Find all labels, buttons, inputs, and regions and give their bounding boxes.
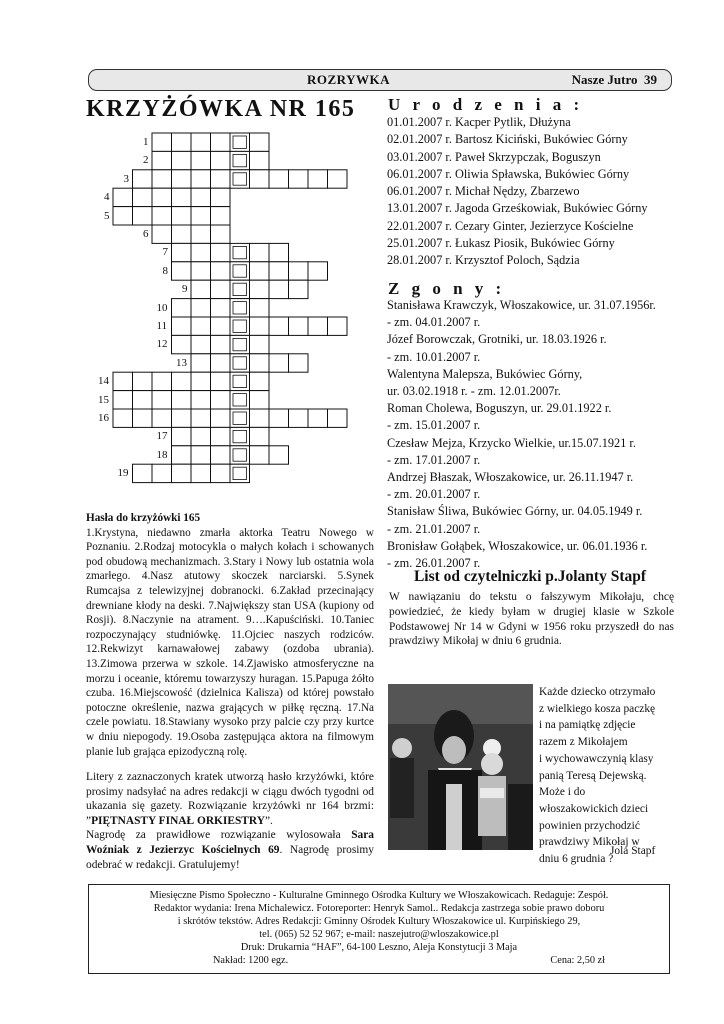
crossword-cell bbox=[152, 409, 172, 427]
crossword-cell bbox=[328, 409, 348, 427]
letter-line: Może i do bbox=[539, 786, 586, 799]
imprint-last-line bbox=[89, 954, 669, 967]
birth-entry: 02.01.2007 r. Bartosz Kiciński, Bukówiec Górny bbox=[387, 132, 628, 147]
crossword-cell bbox=[250, 299, 270, 317]
crossword-row-number: 5 bbox=[104, 209, 110, 222]
letter-line: włoszakowickich dzieci bbox=[539, 802, 649, 815]
crossword-row-number: 14 bbox=[98, 375, 109, 388]
crossword-cell bbox=[211, 262, 231, 280]
crossword-cell bbox=[113, 372, 133, 390]
crossword-cell bbox=[191, 391, 211, 409]
crossword-cell bbox=[328, 317, 348, 335]
crossword-cell bbox=[211, 354, 231, 372]
crossword-cell bbox=[308, 262, 328, 280]
letter-line: dniu 6 grudnia ? bbox=[539, 853, 614, 866]
winner-outro: . Nagrodę prosimy odebrać w redakcji. Gratulujemy! bbox=[86, 843, 374, 871]
winner-intro: Nagrodę za prawidłowe rozwiązanie wylosowała bbox=[86, 829, 352, 842]
crossword-cell bbox=[152, 207, 172, 225]
imprint-line: tel. (065) 52 52 967; e-mail: naszejutro@wloszakowice.pl bbox=[259, 929, 499, 941]
crossword-cell bbox=[289, 170, 309, 188]
crossword-title: KRZYŻÓWKA NR 165 bbox=[86, 96, 356, 122]
death-entry: - zm. 10.01.2007 r. bbox=[387, 349, 481, 364]
crossword-cell bbox=[172, 446, 192, 464]
crossword-cell bbox=[211, 391, 231, 409]
instructions-end: ”. bbox=[264, 814, 273, 827]
letter-line: i wychowawczynią klasy bbox=[539, 752, 654, 765]
crossword-cell bbox=[172, 391, 192, 409]
crossword-cell bbox=[113, 188, 133, 206]
letter-title: List od czytelniczki p.Jolanty Stapf bbox=[413, 568, 647, 585]
birth-entry: 13.01.2007 r. Jagoda Grześkowiak, Bukówiec Górny bbox=[387, 201, 648, 216]
crossword-cell bbox=[133, 207, 153, 225]
births-heading: U r o d z e n i a : bbox=[388, 95, 584, 114]
crossword-cell bbox=[308, 170, 328, 188]
crossword-cell bbox=[211, 372, 231, 390]
crossword-cell bbox=[211, 427, 231, 445]
crossword-row-number: 17 bbox=[156, 430, 168, 443]
crossword-row-number: 7 bbox=[162, 246, 168, 259]
crossword-cell bbox=[152, 464, 172, 482]
solution-text: PIĘTNASTY FINAŁ ORKIESTRY bbox=[91, 814, 265, 827]
birth-entry: 28.01.2007 r. Krzysztof Poloch, Sądzia bbox=[387, 253, 580, 268]
births-list bbox=[387, 114, 687, 270]
instructions-text: Litery z zaznaczonych kratek utworzą hasło krzyżówki, które prosimy nadsyłać na adres redakcji w ciągu dwóch tygodni od ukazania się gazety. Rozwiązanie krzyżówki nr 164 brzmi: ” bbox=[86, 771, 374, 827]
crossword-cell bbox=[133, 409, 153, 427]
deaths-list bbox=[387, 297, 675, 572]
crossword-cell bbox=[133, 464, 153, 482]
death-entry: - zm. 15.01.2007 r. bbox=[387, 418, 481, 433]
crossword-cell bbox=[250, 409, 270, 427]
crossword-cell bbox=[211, 280, 231, 298]
imprint-line: Redaktor wydania: Irena Michalewicz. Fotoreporter: Henryk Samol.. Redakcja zastrzega sobie prawo doboru bbox=[153, 903, 605, 915]
crossword-cell bbox=[211, 446, 231, 464]
letter-line: panią Teresą Dejewską. bbox=[539, 769, 647, 782]
crossword-cell bbox=[269, 262, 289, 280]
death-entry: Stanisława Krawczyk, Włoszakowice, ur. 31.07.1956r. bbox=[387, 298, 656, 312]
crossword-row-number: 8 bbox=[162, 264, 168, 277]
crossword-cell bbox=[191, 299, 211, 317]
letter-line: Każde dziecko otrzymało bbox=[539, 686, 656, 698]
crossword-cell bbox=[211, 409, 231, 427]
crossword-cell bbox=[191, 243, 211, 261]
crossword-cell bbox=[191, 427, 211, 445]
crossword-row-number: 6 bbox=[143, 228, 149, 240]
crossword-cell bbox=[211, 151, 231, 169]
crossword-cell bbox=[133, 391, 153, 409]
death-entry: Józef Borowczak, Grotniki, ur. 18.03.1926 r. bbox=[387, 332, 607, 347]
crossword-cell bbox=[308, 317, 328, 335]
crossword-row-number: 18 bbox=[156, 448, 168, 461]
crossword-cell bbox=[250, 151, 270, 169]
imprint-box bbox=[88, 884, 670, 974]
crossword-cell bbox=[191, 317, 211, 335]
death-entry: - zm. 21.01.2007 r. bbox=[387, 521, 481, 536]
death-entry: Bronisław Gołąbek, Włoszakowice, ur. 06.01.1936 r. bbox=[387, 538, 648, 553]
crossword-cell bbox=[211, 133, 231, 151]
birth-entry: 06.01.2007 r. Michał Nędzy, Zbarzewo bbox=[387, 184, 580, 199]
page-header bbox=[88, 69, 672, 91]
death-entry: Roman Cholewa, Boguszyn, ur. 29.01.1922 r. bbox=[387, 401, 612, 416]
crossword-cell bbox=[172, 409, 192, 427]
crossword-cell bbox=[211, 243, 231, 261]
crossword-cell bbox=[152, 151, 172, 169]
crossword-cell bbox=[269, 409, 289, 427]
letter-line: z wielkiego kosza paczkę bbox=[539, 702, 656, 715]
letter-line: razem z Mikołajem bbox=[539, 736, 628, 749]
crossword-cell bbox=[289, 354, 309, 372]
crossword-cell bbox=[113, 391, 133, 409]
crossword-cell bbox=[250, 391, 270, 409]
crossword-cell bbox=[250, 133, 270, 151]
crossword-cell bbox=[133, 188, 153, 206]
crossword-cell bbox=[191, 446, 211, 464]
letter-line: powinien przychodzić bbox=[539, 819, 640, 832]
santa-photo-image bbox=[388, 684, 533, 850]
price: Cena: 2,50 zł bbox=[550, 955, 605, 967]
crossword-cell bbox=[152, 188, 172, 206]
death-entry: ur. 03.02.1918 r. - zm. 12.01.2007r. bbox=[387, 384, 561, 399]
crossword-info bbox=[86, 770, 374, 872]
crossword-row-number: 4 bbox=[104, 191, 110, 204]
death-entry: Andrzej Błaszak, Włoszakowice, ur. 26.11.1947 r. bbox=[387, 470, 634, 485]
crossword-cell bbox=[191, 372, 211, 390]
death-entry: - zm. 04.01.2007 r. bbox=[387, 315, 481, 330]
crossword-cell bbox=[191, 225, 211, 243]
crossword-cell bbox=[172, 464, 192, 482]
death-entry: - zm. 20.01.2007 r. bbox=[387, 487, 481, 502]
crossword-cell bbox=[250, 335, 270, 353]
crossword-cell bbox=[250, 372, 270, 390]
crossword-cell bbox=[172, 427, 192, 445]
crossword-cell bbox=[250, 280, 270, 298]
crossword-cell bbox=[191, 354, 211, 372]
crossword-row-number: 11 bbox=[156, 320, 168, 332]
crossword-cell bbox=[250, 354, 270, 372]
crossword-cell bbox=[172, 188, 192, 206]
death-entry: - zm. 17.01.2007 r. bbox=[387, 452, 481, 467]
crossword-cell bbox=[289, 280, 309, 298]
crossword-cell bbox=[269, 243, 289, 261]
crossword-cell bbox=[211, 299, 231, 317]
crossword-cell bbox=[172, 133, 192, 151]
death-entry: Walentyna Malepsza, Bukówiec Górny, bbox=[387, 366, 583, 381]
crossword-cell bbox=[172, 170, 192, 188]
crossword-cell bbox=[152, 225, 172, 243]
page-number: 39 bbox=[644, 72, 657, 87]
birth-entry: 01.01.2007 r. Kacper Pytlik, Dłużyna bbox=[387, 115, 571, 129]
crossword-cell bbox=[328, 170, 348, 188]
crossword-cell bbox=[211, 464, 231, 482]
crossword-cell bbox=[113, 207, 133, 225]
crossword-cell bbox=[191, 207, 211, 225]
crossword-cell bbox=[269, 280, 289, 298]
crossword-cell bbox=[172, 372, 192, 390]
birth-entry: 22.01.2007 r. Cezary Ginter, Jezierzyce Kościelne bbox=[387, 218, 634, 233]
crossword-cell bbox=[269, 317, 289, 335]
crossword-cell bbox=[211, 207, 231, 225]
imprint-line: Miesięczne Pismo Społeczno - Kulturalne Gminnego Ośrodka Kultury we Włoszakowicach. Redaguje: Zespół. bbox=[149, 890, 609, 901]
crossword-cell bbox=[211, 225, 231, 243]
crossword-cell bbox=[191, 280, 211, 298]
deaths-heading: Z g o n y : bbox=[388, 279, 506, 298]
crossword-row-number: 12 bbox=[156, 338, 168, 351]
crossword-cell bbox=[250, 243, 270, 261]
crossword-row-number: 1 bbox=[143, 136, 149, 148]
letter-line: prawdziwy Mikołaj w bbox=[539, 836, 640, 849]
crossword-row-number: 10 bbox=[156, 301, 168, 314]
winner-name: Sara Woźniak z Jezierzyc Kościelnych 69 bbox=[86, 829, 374, 856]
crossword-cell bbox=[172, 335, 192, 353]
crossword-row-number: 19 bbox=[117, 467, 129, 480]
crossword-cell bbox=[269, 170, 289, 188]
crossword-cell bbox=[172, 225, 192, 243]
crossword-cell bbox=[172, 207, 192, 225]
crossword-row-number: 16 bbox=[98, 412, 109, 424]
crossword-cell bbox=[250, 446, 270, 464]
crossword-cell bbox=[269, 446, 289, 464]
crossword-cell bbox=[211, 317, 231, 335]
crossword-cell bbox=[289, 317, 309, 335]
crossword-row-number: 3 bbox=[123, 172, 129, 185]
imprint-line: i skrótów tekstów. Adres Redakcji: Gminny Ośrodek Kultury Włoszakowice ul. Kurpińskiego 29, bbox=[177, 916, 581, 928]
publication-info bbox=[572, 72, 657, 88]
crossword-cell bbox=[172, 317, 192, 335]
crossword-cell bbox=[191, 464, 211, 482]
crossword-cell bbox=[250, 170, 270, 188]
crossword-cell bbox=[250, 427, 270, 445]
crossword-cell bbox=[133, 170, 153, 188]
crossword-cell bbox=[191, 409, 211, 427]
crossword-cell bbox=[269, 354, 289, 372]
crossword-row-number: 2 bbox=[143, 154, 149, 167]
crossword-clues bbox=[86, 511, 374, 759]
crossword-cell bbox=[191, 262, 211, 280]
letter-signature: Jola Stapf bbox=[610, 845, 656, 857]
death-entry: - zm. 26.01.2007 r. bbox=[387, 556, 481, 571]
crossword-cell bbox=[172, 243, 192, 261]
crossword-cell bbox=[191, 133, 211, 151]
crossword-cell bbox=[250, 262, 270, 280]
death-entry: Stanisław Śliwa, Bukówiec Górny, ur. 04.05.1949 r. bbox=[387, 504, 643, 519]
crossword-row-number: 15 bbox=[98, 393, 109, 406]
crossword-cell bbox=[191, 188, 211, 206]
publication-name: Nasze Jutro bbox=[571, 72, 638, 87]
letter-intro: W nawiązaniu do tekstu o fałszywym Mikołaju, chcę powiedzieć, że kiedy byłam w drugiej klasie w Szkole Podstawowej Nr 14 w Gdyni w 1956 roku przyszedł do nas prawdziwy Mikołaj w dniu 6 grudnia. bbox=[389, 591, 674, 648]
letter-line: i na pamiątkę zdjęcie bbox=[539, 719, 636, 732]
death-entry: Czesław Mejza, Krzycko Wielkie, ur.15.07.1921 r. bbox=[387, 435, 636, 450]
crossword-cell bbox=[191, 170, 211, 188]
section-title: ROZRYWKA bbox=[307, 72, 390, 87]
crossword-cell bbox=[172, 299, 192, 317]
crossword-cell bbox=[211, 188, 231, 206]
crossword-cell bbox=[289, 262, 309, 280]
santa-photo bbox=[388, 684, 533, 850]
crossword-cell bbox=[172, 151, 192, 169]
crossword-cell bbox=[250, 317, 270, 335]
birth-entry: 03.01.2007 r. Paweł Skrzypczak, Boguszyn bbox=[387, 149, 601, 164]
circulation: Nakład: 1200 egz. bbox=[213, 955, 289, 967]
crossword-cell bbox=[152, 170, 172, 188]
letter-body bbox=[539, 684, 679, 868]
crossword-cell bbox=[152, 391, 172, 409]
crossword-cell bbox=[152, 133, 172, 151]
clues-heading: Hasła do krzyżówki 165 bbox=[86, 512, 201, 524]
crossword-cell bbox=[113, 409, 133, 427]
crossword-cell bbox=[172, 262, 192, 280]
crossword-cell bbox=[152, 372, 172, 390]
birth-entry: 06.01.2007 r. Oliwia Spławska, Bukówiec Górny bbox=[387, 166, 630, 181]
crossword-cell bbox=[211, 170, 231, 188]
clues-text: 1.Krystyna, niedawno zmarła aktorka Teatru Nowego w Poznaniu. 2.Rodzaj motocykla o małych kołach i schowanych pod obudową mechanizmach. 3.Stary i Nowy lub ostatnia wola zmarłego. 4.Nasz atutowy skoczek narciarski. 5.Synek Rumcajsa z telewizyjnej dobranocki. 6.Zakład przecinający drewniane kłody na deski. 7.Największy stan USA (kupiony od Rosji). 8.Naczynie na atrament. 9….Kapuściński. 10.Taniec rozpoczynający studniówkę. 11.Ojciec naszych rodziców. 12.Rekwizyt karnawałowej zabawy (ozdoba ubrania). 13.Zimowa przerwa w szkole. 14.Zjawisko atmosferyczne na morzu i oceanie, któremu towarzyszy huragan. 15.Papuga żółto czuba. 16.Miejscowość (dzielnica Kalisza) od której powstało potoczne określenie, nazwa grających w piłkę ręczną. 17.Na czele powiatu. 18.Stawiany wysoko przy palcie czy przy kurtce w dniu niepogody. 19.Osoba zastępująca aktora na filmowym planie lub grająca epizodyczną rolę. bbox=[86, 526, 374, 758]
crossword-cell bbox=[308, 409, 328, 427]
birth-entry: 25.01.2007 r. Łukasz Piosik, Bukówiec Górny bbox=[387, 236, 615, 251]
crossword-cell bbox=[289, 409, 309, 427]
crossword-cell bbox=[211, 335, 231, 353]
imprint-line: Druk: Drukarnia “HAF”, 64-100 Leszno, Aleja Konstytucji 3 Maja bbox=[240, 942, 518, 954]
crossword-cell bbox=[191, 335, 211, 353]
crossword-cell bbox=[191, 151, 211, 169]
crossword-row-number: 13 bbox=[176, 356, 187, 369]
crossword-row-number: 9 bbox=[182, 283, 188, 296]
crossword-cell bbox=[133, 372, 153, 390]
